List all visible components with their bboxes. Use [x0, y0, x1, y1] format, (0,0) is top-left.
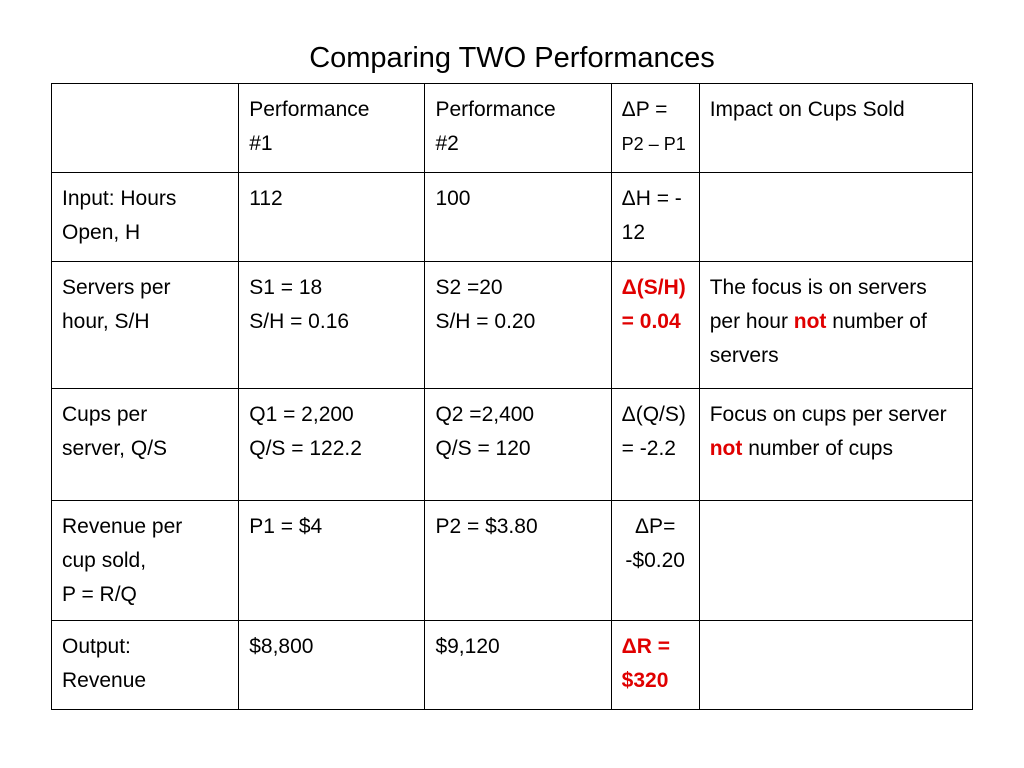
- cell-performance-1: P1 = $4: [239, 501, 425, 621]
- p1-line1: S1 = 18: [249, 276, 323, 299]
- header-perf2-line2: #2: [435, 132, 459, 155]
- row-label-line2: cup sold,: [62, 549, 147, 572]
- header-cell-empty: [52, 84, 239, 173]
- cell-impact: [699, 173, 972, 262]
- row-label-line1: Cups per: [62, 403, 148, 426]
- cell-performance-1: [239, 262, 425, 389]
- row-label-line3: P = R/Q: [62, 583, 137, 606]
- table-row-hours-open: [52, 173, 973, 262]
- delta-line2: = 0.04: [621, 310, 681, 333]
- header-delta-line1: ΔP =: [621, 98, 668, 121]
- cell-impact: [699, 501, 972, 621]
- delta-line1: Δ(S/H): [621, 276, 686, 299]
- header-perf1-line1: Performance: [249, 98, 370, 121]
- cell-performance-2: [425, 262, 611, 389]
- cell-performance-2: [425, 389, 611, 501]
- row-label: [52, 389, 239, 501]
- impact-text: The focus is on servers per hour: [709, 276, 927, 333]
- row-label: [52, 501, 239, 621]
- row-label-line2: server, Q/S: [62, 437, 168, 460]
- cell-performance-2: $9,120: [425, 621, 611, 710]
- header-cell-delta: [611, 84, 699, 173]
- cell-performance-1: 112: [239, 173, 425, 262]
- impact-emphasis: not: [793, 310, 827, 333]
- cell-performance-1: $8,800: [239, 621, 425, 710]
- cell-performance-2: 100: [425, 173, 611, 262]
- header-cell-performance-1: [239, 84, 425, 173]
- cell-performance-1: [239, 389, 425, 501]
- impact-text: Focus on cups per server: [709, 403, 947, 426]
- row-label-line1: Output:: [62, 635, 131, 658]
- cell-delta: [611, 262, 699, 389]
- row-label: [52, 173, 239, 262]
- cell-delta: [611, 621, 699, 710]
- cell-impact: [699, 389, 972, 501]
- row-label-line1: Input: Hours: [62, 187, 177, 210]
- row-label: [52, 262, 239, 389]
- header-cell-impact: Impact on Cups Sold: [699, 84, 972, 173]
- delta-line2: 12: [621, 221, 646, 244]
- p2-line1: Q2 =2,400: [435, 403, 535, 426]
- row-label-line1: Servers per: [62, 276, 171, 299]
- slide-title: Comparing TWO Performances: [309, 42, 715, 74]
- delta-line1: ΔH = -: [621, 187, 682, 210]
- delta-line1: ΔP=: [635, 515, 676, 538]
- impact-text-end: number of servers: [709, 310, 927, 367]
- cell-delta: [611, 389, 699, 501]
- row-label-line1: Revenue per: [62, 515, 183, 538]
- header-perf1-line2: #1: [249, 132, 273, 155]
- cell-impact: [699, 262, 972, 389]
- p1-line2: Q/S = 122.2: [249, 437, 362, 460]
- p1-line2: S/H = 0.16: [249, 310, 350, 333]
- impact-emphasis: not: [709, 437, 743, 460]
- header-delta-line2: P2 – P1: [621, 134, 686, 154]
- p2-line2: Q/S = 120: [435, 437, 531, 460]
- cell-impact: [699, 621, 972, 710]
- cell-delta: [611, 173, 699, 262]
- table-row-cups-per-server: [52, 389, 973, 501]
- cell-delta: [611, 501, 699, 621]
- row-label: [52, 621, 239, 710]
- comparison-table: [51, 83, 973, 710]
- p1-line1: Q1 = 2,200: [249, 403, 354, 426]
- p2-line1: S2 =20: [435, 276, 503, 299]
- delta-line2: = -2.2: [621, 437, 676, 460]
- table-header-row: [52, 84, 973, 173]
- delta-line2: -$0.20: [625, 549, 685, 572]
- delta-line1: Δ(Q/S): [621, 403, 686, 426]
- impact-text-end: number of cups: [742, 437, 893, 460]
- header-perf2-line1: Performance: [435, 98, 556, 121]
- p2-line2: S/H = 0.20: [435, 310, 536, 333]
- table-row-revenue-per-cup: [52, 501, 973, 621]
- row-label-line2: Open, H: [62, 221, 141, 244]
- row-label-line2: hour, S/H: [62, 310, 150, 333]
- row-label-line2: Revenue: [62, 669, 147, 692]
- header-cell-performance-2: [425, 84, 611, 173]
- table-row-servers-per-hour: [52, 262, 973, 389]
- delta-line1: ΔR =: [621, 635, 671, 658]
- table-row-output-revenue: [52, 621, 973, 710]
- cell-performance-2: P2 = $3.80: [425, 501, 611, 621]
- delta-line2: $320: [621, 669, 669, 692]
